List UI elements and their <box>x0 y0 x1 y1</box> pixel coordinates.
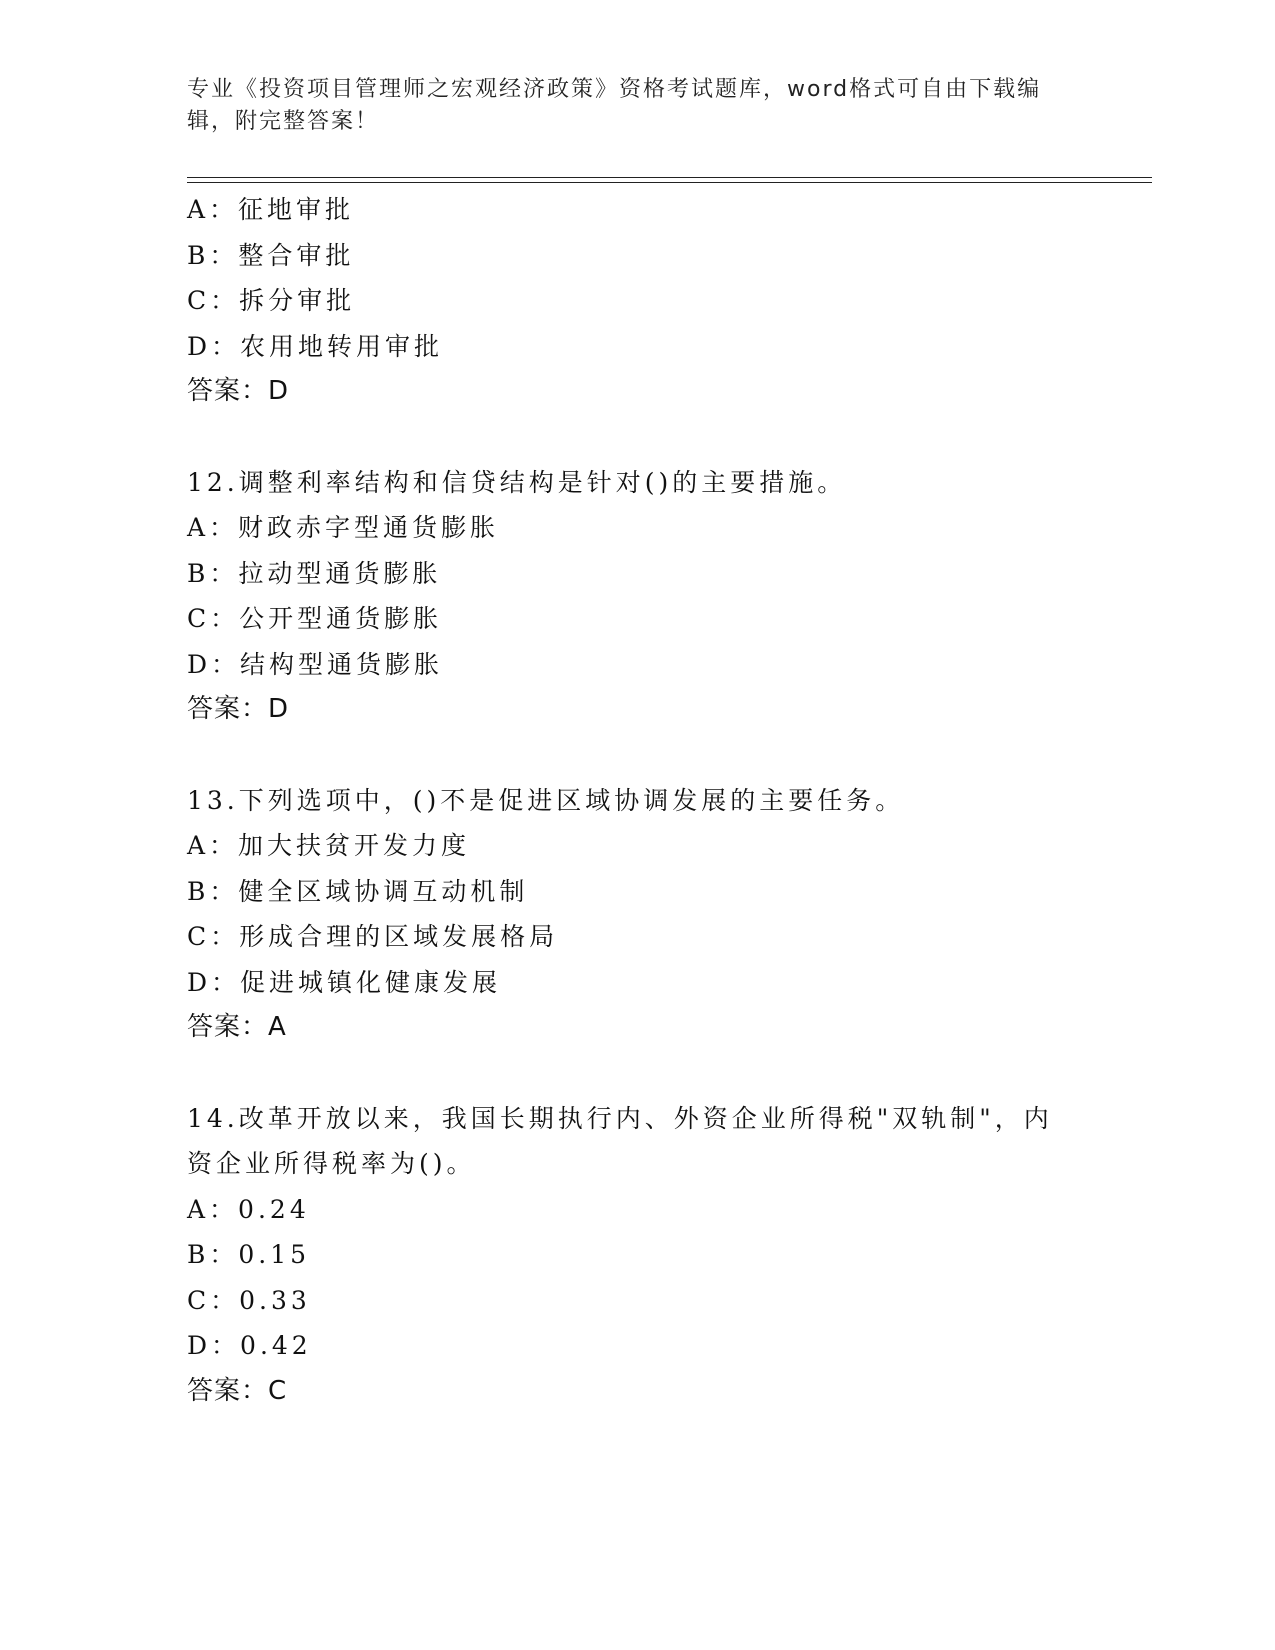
option-d: D：农用地转用审批 <box>187 331 444 361</box>
header-rule-bottom <box>187 182 1152 183</box>
question-text: 14.改革开放以来，我国长期执行内、外资企业所得税"双轨制"，内资企业所得税率为()。 <box>187 1103 1053 1178</box>
question-text: 13.下列选项中，()不是促进区域协调发展的主要任务。 <box>187 785 905 815</box>
option-d: D：结构型通货膨胀 <box>187 649 444 679</box>
question-12 <box>187 460 1087 733</box>
question-13 <box>187 778 1087 1051</box>
option-b: B：整合审批 <box>187 240 355 270</box>
option-a: A：加大扶贫开发力度 <box>187 831 471 860</box>
option-c: C：形成合理的区域发展格局 <box>187 922 559 951</box>
answer: 答案：D <box>187 376 290 406</box>
option-a: A：0.24 <box>187 1194 310 1224</box>
option-a: A：征地审批 <box>187 195 355 224</box>
option-d: D：促进城镇化健康发展 <box>187 967 502 997</box>
option-d: D：0.42 <box>187 1331 312 1360</box>
option-c: C：0.33 <box>187 1285 311 1315</box>
answer: 答案：D <box>187 694 290 724</box>
document-header: 专业《投资项目管理师之宏观经济政策》资格考试题库，word格式可自由下载编辑，附完整答案！ <box>187 77 1042 134</box>
option-b: B：0.15 <box>187 1240 311 1269</box>
question-text: 12.调整利率结构和信贷结构是针对()的主要措施。 <box>187 467 847 497</box>
question-11-continued <box>187 187 1087 415</box>
option-b: B：拉动型通货膨胀 <box>187 558 442 588</box>
question-list <box>187 187 1087 1414</box>
option-c: C：公开型通货膨胀 <box>187 604 443 633</box>
question-14 <box>187 1096 1087 1415</box>
answer: 答案：C <box>187 1375 288 1406</box>
answer: 答案：A <box>187 1012 287 1042</box>
option-c: C：拆分审批 <box>187 286 356 315</box>
option-b: B：健全区域协调互动机制 <box>187 876 529 906</box>
header-rule-top <box>187 177 1152 178</box>
option-a: A：财政赤字型通货膨胀 <box>187 513 500 542</box>
